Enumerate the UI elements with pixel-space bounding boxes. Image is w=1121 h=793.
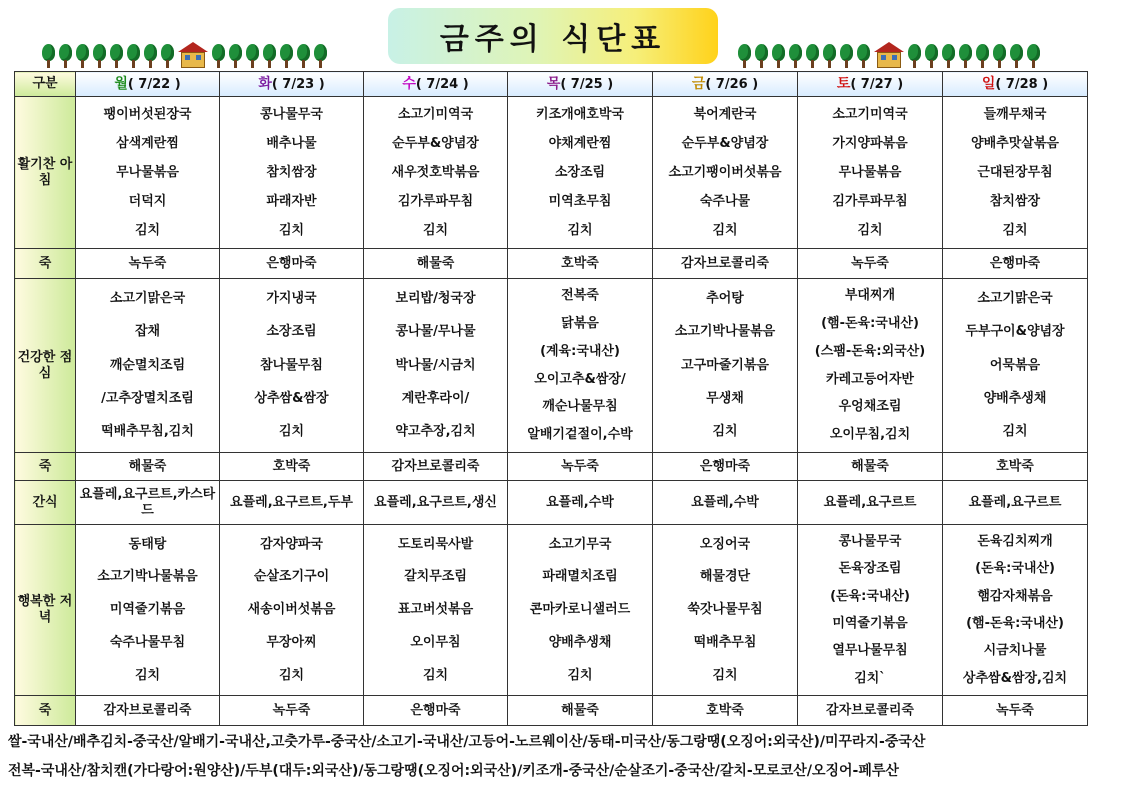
day-date: ( 7/23 ) bbox=[271, 76, 325, 92]
day-char: 토 bbox=[836, 75, 851, 92]
menu-item: 소고기맑은국 bbox=[109, 290, 186, 306]
menu-item: 파래자반 bbox=[266, 193, 317, 209]
menu-item: 상추쌈&쌈장,김치 bbox=[962, 670, 1068, 686]
menu-item: 무나물볶음 bbox=[116, 164, 179, 180]
menu-item: 시금치나물 bbox=[983, 643, 1047, 659]
menu-cell: 해물죽 bbox=[508, 696, 653, 726]
menu-cell: 녹두죽 bbox=[76, 249, 220, 279]
menu-item: 상추쌈&쌈장 bbox=[254, 391, 329, 407]
porridge-row-3 bbox=[15, 696, 1088, 726]
menu-item-list bbox=[798, 525, 942, 695]
row-label-porridge: 죽 bbox=[15, 696, 76, 726]
page-title: 금주의 식단표 bbox=[388, 8, 718, 64]
menu-item-list bbox=[943, 97, 1087, 248]
menu-cell: 은행마죽 bbox=[653, 453, 798, 481]
menu-item: 김치 bbox=[712, 424, 738, 440]
menu-item-list bbox=[364, 279, 507, 452]
menu-item: 김치 bbox=[134, 667, 161, 683]
origin-note-line-1: 쌀-국내산/배추김치-중국산/알배기-국내산,고춧가루-중국산/소고기-국내산/고등어-노르웨이산/동태-미국산/동그랑땡(오징어:외국산)/미꾸라지-중국산 bbox=[8, 734, 926, 750]
menu-item: 도토리묵사발 bbox=[397, 536, 474, 552]
row-label-porridge: 죽 bbox=[15, 453, 76, 481]
menu-item: 추어탕 bbox=[706, 290, 744, 306]
menu-item: 소고기무국 bbox=[548, 536, 612, 552]
menu-item: 소고기미역국 bbox=[397, 106, 474, 122]
menu-item: 배추나물 bbox=[266, 135, 317, 151]
menu-item: 키조개애호박국 bbox=[536, 106, 624, 122]
tree-icon bbox=[772, 44, 785, 68]
menu-cell: 감자브로콜리죽 bbox=[653, 249, 798, 279]
menu-item-list bbox=[653, 97, 797, 248]
tree-row-left bbox=[42, 42, 327, 68]
menu-cell bbox=[364, 525, 508, 696]
menu-item: 순두부&양념장 bbox=[392, 135, 479, 151]
menu-item: 김치 bbox=[1002, 424, 1028, 440]
house-icon bbox=[874, 42, 904, 68]
tree-icon bbox=[823, 44, 836, 68]
tree-icon bbox=[806, 44, 819, 68]
tree-icon bbox=[246, 44, 259, 68]
day-header-fri bbox=[653, 72, 798, 97]
day-date: ( 7/28 ) bbox=[995, 76, 1049, 92]
menu-cell: 요플레,수박 bbox=[508, 481, 653, 525]
menu-item: 양배추맛살볶음 bbox=[971, 135, 1059, 151]
menu-item: 콩나물/무나물 bbox=[395, 324, 476, 340]
menu-item: 미역초무침 bbox=[548, 193, 612, 209]
day-char: 목 bbox=[546, 75, 561, 92]
menu-item: 소장조림 bbox=[266, 324, 317, 340]
menu-cell: 호박죽 bbox=[220, 453, 364, 481]
menu-table bbox=[14, 71, 1088, 726]
row-label-dinner: 행복한 저녁 bbox=[15, 525, 76, 696]
tree-icon bbox=[976, 44, 989, 68]
menu-item-list bbox=[220, 525, 363, 695]
house-icon bbox=[178, 42, 208, 68]
menu-cell bbox=[653, 279, 798, 453]
menu-item: 오이고추&쌈장/ bbox=[534, 371, 626, 387]
menu-item: 돈육장조림 bbox=[838, 561, 902, 577]
menu-item: 갈치무조림 bbox=[404, 569, 467, 585]
tree-icon bbox=[144, 44, 157, 68]
menu-cell: 해물죽 bbox=[364, 249, 508, 279]
menu-item: 참나물무침 bbox=[260, 357, 323, 373]
menu-cell: 호박죽 bbox=[653, 696, 798, 726]
menu-item: 야채계란찜 bbox=[548, 135, 612, 151]
menu-cell: 요플레,요구르트,두부 bbox=[220, 481, 364, 525]
menu-item-list bbox=[943, 279, 1087, 452]
menu-item-list bbox=[508, 525, 652, 695]
menu-item: 소고기박나물볶음 bbox=[674, 324, 776, 340]
day-char: 월 bbox=[114, 75, 128, 92]
day-header-mon bbox=[76, 72, 220, 97]
menu-cell bbox=[76, 279, 220, 453]
tree-icon bbox=[314, 44, 327, 68]
menu-item: 더덕지 bbox=[128, 193, 167, 209]
menu-item: 표고버섯볶음 bbox=[397, 602, 474, 618]
menu-item: 미역줄기볶음 bbox=[109, 602, 186, 618]
menu-cell: 녹두죽 bbox=[943, 696, 1088, 726]
menu-item: 동태탕 bbox=[128, 536, 167, 552]
menu-item: 가지양파볶음 bbox=[832, 135, 908, 151]
menu-cell: 요플레,요구르트,카스타드 bbox=[76, 481, 220, 525]
day-header-sat bbox=[798, 72, 943, 97]
tree-icon bbox=[297, 44, 310, 68]
menu-item: 양배추생채 bbox=[548, 634, 612, 650]
day-header-sun bbox=[943, 72, 1088, 97]
menu-item: 참치쌈장 bbox=[266, 164, 317, 180]
menu-cell: 해물죽 bbox=[798, 453, 943, 481]
menu-cell bbox=[220, 279, 364, 453]
menu-cell bbox=[943, 525, 1088, 696]
menu-cell: 요플레,요구르트,생신 bbox=[364, 481, 508, 525]
menu-cell bbox=[653, 97, 798, 249]
porridge-row-1 bbox=[15, 249, 1088, 279]
menu-cell: 감자브로콜리죽 bbox=[76, 696, 220, 726]
menu-item: 순두부&양념장 bbox=[681, 135, 769, 151]
menu-item: (스팸-돈육:외국산) bbox=[814, 343, 926, 359]
tree-icon bbox=[840, 44, 853, 68]
menu-item: 어묵볶음 bbox=[989, 357, 1041, 373]
menu-item: 김치 bbox=[857, 222, 883, 238]
menu-item: 카레고등어자반 bbox=[826, 371, 914, 387]
menu-item: 김가루파무침 bbox=[832, 193, 908, 209]
corner-cell: 구분 bbox=[15, 72, 76, 97]
row-label-porridge: 죽 bbox=[15, 249, 76, 279]
menu-item: 김치 bbox=[422, 222, 449, 238]
menu-item: 오이무침 bbox=[410, 634, 461, 650]
menu-item: 미역줄기볶음 bbox=[832, 615, 908, 631]
menu-item: (돈육:국내산) bbox=[830, 588, 910, 604]
menu-item: 김치 bbox=[278, 424, 305, 440]
menu-item: 근대된장무침 bbox=[977, 164, 1053, 180]
menu-cell: 은행마죽 bbox=[364, 696, 508, 726]
tree-icon bbox=[93, 44, 106, 68]
menu-item-list bbox=[364, 97, 507, 248]
menu-cell bbox=[364, 97, 508, 249]
tree-icon bbox=[161, 44, 174, 68]
menu-cell: 감자브로콜리죽 bbox=[364, 453, 508, 481]
tree-icon bbox=[127, 44, 140, 68]
tree-icon bbox=[1010, 44, 1023, 68]
menu-cell: 녹두죽 bbox=[508, 453, 653, 481]
menu-item: 부대찌개 bbox=[844, 288, 896, 304]
menu-item-list bbox=[653, 279, 797, 452]
menu-item: /고추장멸치조림 bbox=[101, 391, 194, 407]
menu-item-list bbox=[653, 525, 797, 695]
tree-icon bbox=[212, 44, 225, 68]
menu-item: 김치` bbox=[854, 670, 886, 686]
menu-item: 무생채 bbox=[706, 391, 744, 407]
menu-item: 감자양파국 bbox=[260, 536, 323, 552]
menu-item: 참치쌈장 bbox=[989, 193, 1041, 209]
day-char: 금 bbox=[691, 75, 706, 92]
menu-item: 김치 bbox=[712, 667, 738, 683]
menu-item: 소고기미역국 bbox=[832, 106, 908, 122]
day-header-tue bbox=[220, 72, 364, 97]
menu-item-list bbox=[943, 525, 1087, 695]
row-label-lunch: 건강한 점심 bbox=[15, 279, 76, 453]
menu-item-list bbox=[220, 97, 363, 248]
menu-item: 박나물/시금치 bbox=[395, 357, 476, 373]
day-date: ( 7/25 ) bbox=[560, 76, 614, 92]
menu-cell bbox=[943, 97, 1088, 249]
menu-item: 무나물볶음 bbox=[838, 164, 902, 180]
menu-item: 약고추장,김치 bbox=[395, 424, 476, 440]
menu-item-list bbox=[508, 279, 652, 452]
day-header-wed bbox=[364, 72, 508, 97]
menu-item: 알배기겉절이,수박 bbox=[527, 427, 633, 443]
row-label-snack: 간식 bbox=[15, 481, 76, 525]
day-date: ( 7/26 ) bbox=[705, 76, 759, 92]
menu-item: 새우젓호박볶음 bbox=[391, 164, 480, 180]
menu-item: 소고기팽이버섯볶음 bbox=[668, 164, 782, 180]
menu-item: 깨순나물무침 bbox=[542, 399, 618, 415]
menu-item-list bbox=[798, 97, 942, 248]
menu-item: 쑥갓나물무침 bbox=[687, 602, 763, 618]
breakfast-row bbox=[15, 97, 1088, 249]
menu-item: 순살조기구이 bbox=[253, 569, 330, 585]
menu-item-list bbox=[364, 525, 507, 695]
menu-cell bbox=[653, 525, 798, 696]
menu-item: 콩나물무국 bbox=[838, 533, 902, 549]
menu-cell: 요플레,수박 bbox=[653, 481, 798, 525]
menu-cell bbox=[220, 97, 364, 249]
row-label-breakfast: 활기찬 아침 bbox=[15, 97, 76, 249]
menu-item-list bbox=[76, 525, 219, 695]
day-header-thu bbox=[508, 72, 653, 97]
menu-item: 김치 bbox=[278, 667, 305, 683]
tree-icon bbox=[1027, 44, 1040, 68]
menu-item: 가지냉국 bbox=[266, 290, 317, 306]
tree-icon bbox=[959, 44, 972, 68]
menu-item: 계란후라이/ bbox=[401, 391, 470, 407]
menu-item-list bbox=[798, 279, 942, 452]
menu-cell bbox=[508, 97, 653, 249]
day-date: ( 7/24 ) bbox=[415, 76, 469, 92]
menu-item: 고구마줄기볶음 bbox=[681, 357, 769, 373]
tree-icon bbox=[857, 44, 870, 68]
tree-icon bbox=[229, 44, 242, 68]
origin-note-line-2: 전복-국내산/참치캔(가다랑어:원양산)/두부(대두:외국산)/동그랑땡(오징어:외국산)/키조개-중국산/순살조기-중국산/갈치-모로코산/오징어-페루산 bbox=[8, 763, 899, 779]
tree-row-right bbox=[738, 42, 1040, 68]
header-row bbox=[15, 72, 1088, 97]
menu-cell bbox=[798, 525, 943, 696]
menu-item: 삼색계란찜 bbox=[116, 135, 179, 151]
menu-item: 김치 bbox=[422, 667, 449, 683]
menu-cell: 은행마죽 bbox=[943, 249, 1088, 279]
menu-item: 김가루파무침 bbox=[397, 193, 474, 209]
menu-item: 돈육김치찌개 bbox=[977, 533, 1053, 549]
menu-item: 들깨무채국 bbox=[983, 106, 1047, 122]
menu-cell: 녹두죽 bbox=[220, 696, 364, 726]
menu-item: 김치 bbox=[1002, 222, 1028, 238]
menu-cell: 요플레,요구르트 bbox=[943, 481, 1088, 525]
menu-item: (햄-돈육:국내산) bbox=[966, 615, 1064, 631]
menu-cell bbox=[798, 97, 943, 249]
menu-item: 오이무침,김치 bbox=[829, 427, 911, 443]
menu-cell bbox=[220, 525, 364, 696]
menu-item-list bbox=[220, 279, 363, 452]
tree-icon bbox=[925, 44, 938, 68]
menu-item: (계육:국내산) bbox=[540, 343, 620, 359]
tree-icon bbox=[263, 44, 276, 68]
tree-icon bbox=[942, 44, 955, 68]
tree-icon bbox=[280, 44, 293, 68]
menu-item: 북어계란국 bbox=[693, 106, 757, 122]
menu-cell: 은행마죽 bbox=[220, 249, 364, 279]
snack-row bbox=[15, 481, 1088, 525]
tree-icon bbox=[59, 44, 72, 68]
menu-item: 양배추생채 bbox=[983, 391, 1047, 407]
tree-icon bbox=[993, 44, 1006, 68]
menu-item: 전복죽 bbox=[561, 288, 599, 304]
tree-icon bbox=[76, 44, 89, 68]
menu-cell bbox=[798, 279, 943, 453]
menu-item: 보리밥/청국장 bbox=[395, 290, 476, 306]
menu-item: 오징어국 bbox=[699, 536, 751, 552]
menu-item: 숙주나물무침 bbox=[109, 634, 186, 650]
menu-item-list bbox=[508, 97, 652, 248]
tree-icon bbox=[755, 44, 768, 68]
day-date: ( 7/27 ) bbox=[850, 76, 904, 92]
menu-cell bbox=[364, 279, 508, 453]
day-char: 수 bbox=[402, 75, 416, 92]
menu-cell: 요플레,요구르트 bbox=[798, 481, 943, 525]
menu-cell: 녹두죽 bbox=[798, 249, 943, 279]
menu-item: 떡배추무침,김치 bbox=[101, 424, 194, 440]
menu-item: 팽이버섯된장국 bbox=[103, 106, 192, 122]
menu-item: 햄감자채볶음 bbox=[977, 588, 1053, 604]
menu-item: 두부구이&양념장 bbox=[965, 324, 1065, 340]
menu-item: 해물경단 bbox=[699, 569, 751, 585]
menu-item: 우엉채조림 bbox=[838, 399, 902, 415]
menu-item: 김치 bbox=[567, 222, 593, 238]
menu-item: 깨순멸치조림 bbox=[109, 357, 186, 373]
tree-icon bbox=[789, 44, 802, 68]
menu-item: 열무나물무침 bbox=[832, 643, 908, 659]
menu-item: (햄-돈육:국내산) bbox=[821, 315, 919, 331]
menu-cell: 호박죽 bbox=[508, 249, 653, 279]
menu-item: 김치 bbox=[712, 222, 738, 238]
day-char: 화 bbox=[258, 75, 272, 92]
menu-item: 콘마카로니샐러드 bbox=[529, 602, 631, 618]
menu-item: 닭볶음 bbox=[561, 315, 599, 331]
menu-cell: 해물죽 bbox=[76, 453, 220, 481]
menu-item: 김치 bbox=[567, 667, 593, 683]
menu-item: 무장아찌 bbox=[266, 634, 317, 650]
lunch-row bbox=[15, 279, 1088, 453]
menu-cell: 호박죽 bbox=[943, 453, 1088, 481]
dinner-row bbox=[15, 525, 1088, 696]
menu-cell bbox=[76, 97, 220, 249]
menu-item: 새송이버섯볶음 bbox=[247, 602, 336, 618]
menu-cell bbox=[943, 279, 1088, 453]
menu-item: 파래멸치조림 bbox=[542, 569, 618, 585]
menu-item-list bbox=[76, 279, 219, 452]
menu-cell bbox=[508, 279, 653, 453]
menu-item: 콩나물무국 bbox=[260, 106, 323, 122]
menu-item: 숙주나물 bbox=[699, 193, 751, 209]
menu-cell bbox=[76, 525, 220, 696]
tree-icon bbox=[42, 44, 55, 68]
tree-icon bbox=[908, 44, 921, 68]
porridge-row-2 bbox=[15, 453, 1088, 481]
menu-item: (돈육:국내산) bbox=[975, 561, 1055, 577]
menu-item: 김치 bbox=[278, 222, 305, 238]
menu-item: 떡배추무침 bbox=[693, 634, 757, 650]
menu-item: 소고기박나물볶음 bbox=[97, 569, 198, 585]
tree-icon bbox=[738, 44, 751, 68]
menu-cell: 감자브로콜리죽 bbox=[798, 696, 943, 726]
menu-item: 소고기맑은국 bbox=[977, 290, 1053, 306]
day-char: 일 bbox=[981, 75, 996, 92]
day-date: ( 7/22 ) bbox=[127, 76, 181, 92]
menu-item-list bbox=[76, 97, 219, 248]
menu-item: 잡채 bbox=[134, 324, 161, 340]
tree-icon bbox=[110, 44, 123, 68]
menu-item: 김치 bbox=[134, 222, 161, 238]
menu-cell bbox=[508, 525, 653, 696]
menu-item: 소장조림 bbox=[554, 164, 606, 180]
